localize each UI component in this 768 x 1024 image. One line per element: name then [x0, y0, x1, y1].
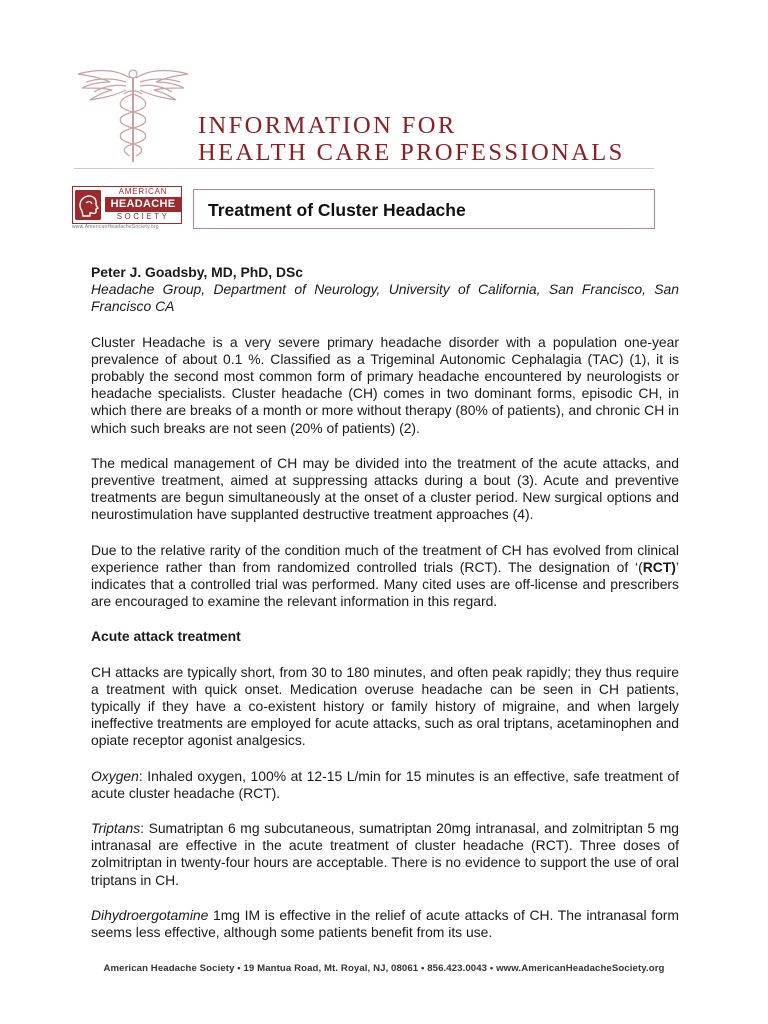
header-title-line2: HEALTH CARE PROFESSIONALS	[198, 139, 625, 166]
paragraph-acute: CH attacks are typically short, from 30 to 180 minutes, and often peak rapidly; they thus require a treatment with quick onset. Medication overuse headache can be seen in CH patients, typically if they have a co-existent history or family history of migraine, and when largely ineffective treatments are employed for acute attacks, such as oral triptans, acetaminophen and opiate receptor agonist analgesics.	[91, 663, 679, 749]
ahs-logo-frame	[72, 186, 182, 224]
header-title-line1: INFORMATION FOR	[198, 112, 457, 139]
paragraph-triptans	[91, 820, 679, 889]
paragraph-dihydroergotamine	[91, 907, 679, 941]
ahs-logo	[72, 186, 184, 230]
footer-contact: American Headache Society • 19 Mantua Road, Mt. Royal, NJ, 08061 • 856.423.0043 • www.AmericanHeadacheSociety.org	[103, 963, 665, 974]
dihydroergotamine-label: Dihydroergotamine	[91, 906, 209, 923]
paragraph-intro: Cluster Headache is a very severe primary headache disorder with a population one-year prevalence of about 0.1 %. Classified as a Trigeminal Autonomic Cephalagia (TAC) (1), it is probably the second most common form of primary headache encountered by neurologists or headache specialists. Cluster headache (CH) comes in two dominant forms, episodic CH, in which there are breaks of a month or more without therapy (80% of patients), and chronic CH in which such breaks are not seen (20% of patients) (2).	[91, 333, 679, 436]
caduceus-icon	[74, 64, 192, 164]
paragraph-management: The medical management of CH may be divided into the treatment of the acute attacks, and preventive treatment, aimed at suppressing attacks during a bout (3). Acute and preventive treatments are begun simultaneously at the onset of a cluster period. New surgical options and neurostimulation have supplanted destructive treatment approaches (4).	[91, 454, 679, 523]
rarity-text-after: ’ indicates that a controlled trial was performed. Many cited uses are off-license and prescribers are encouraged to examine the relevant information in this regard.	[91, 558, 679, 610]
head-profile-icon	[75, 190, 101, 220]
dihydroergotamine-text: 1mg IM is effective in the relief of acute attacks of CH. The intranasal form seems less effective, although some patients benefit from its use.	[91, 906, 679, 941]
ahs-logo-text	[103, 188, 183, 221]
oxygen-label: Oxygen	[91, 767, 139, 784]
logo-url: www.AmericanHeadacheSociety.org	[72, 224, 159, 230]
triptans-text: : Sumatriptan 6 mg subcutaneous, sumatriptan 20mg intranasal, and zolmitriptan 5 mg intranasal are effective in the acute treatment of cluster headache (RCT). Three doses of zolmitriptan in twenty-four hours are acceptable. There is no evidence to support the use of oral triptans in CH.	[91, 820, 679, 888]
logo-text-american: AMERICAN	[118, 187, 168, 196]
triptans-label: Triptans	[91, 820, 141, 837]
rct-designation: RCT)	[642, 558, 676, 575]
logo-text-headache: HEADACHE	[105, 197, 181, 212]
header-divider	[74, 168, 654, 169]
author-name: Peter J. Goadsby, MD, PhD, DSc	[91, 264, 304, 280]
oxygen-text: : Inhaled oxygen, 100% at 12-15 L/min for 15 minutes is an effective, safe treatment of acute cluster headache (RCT).	[91, 767, 679, 801]
author-affiliation: Headache Group, Department of Neurology, University of California, San Francisco, San Francisco CA	[91, 281, 679, 315]
section-heading-acute: Acute attack treatment	[91, 628, 241, 645]
paragraph-rarity	[91, 542, 679, 611]
rarity-text-before: Due to the relative rarity of the condition much of the treatment of CH has evolved from clinical experience rather than from randomized controlled trials (RCT). The designation of ‘(	[91, 541, 679, 575]
header-title	[198, 112, 625, 166]
paragraph-oxygen	[91, 768, 679, 802]
document-body	[91, 264, 679, 941]
document-title-box	[193, 189, 655, 229]
document-title: Treatment of Cluster Headache	[208, 200, 466, 220]
logo-text-society: SOCIETY	[116, 212, 170, 221]
